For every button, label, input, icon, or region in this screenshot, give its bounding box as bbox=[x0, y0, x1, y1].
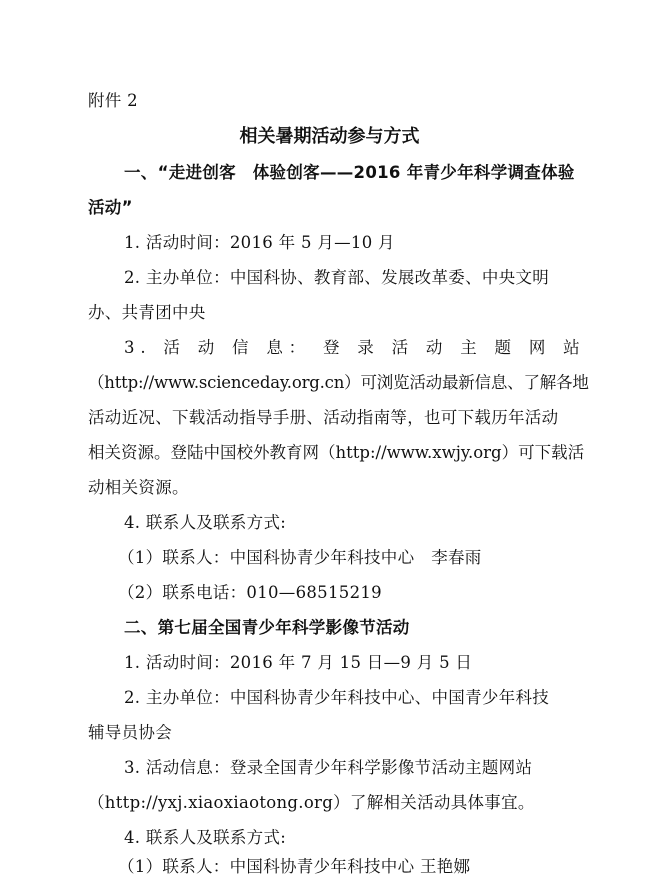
section1-heading-line1: 一、“走进创客 体验创客——2016 年青少年科学调查体验 bbox=[124, 163, 575, 182]
section2-item4: 4. 联系人及联系方式: bbox=[124, 828, 287, 847]
section1-contact-phone: （2）联系电话：010—68515219 bbox=[118, 583, 382, 602]
section1-contact-person: （1）联系人：中国科协青少年科技中心 李春雨 bbox=[118, 548, 482, 567]
item3-part: 录 bbox=[357, 338, 375, 357]
section1-item3-line5: 动相关资源。 bbox=[88, 478, 189, 497]
item3-part: 题 bbox=[494, 338, 512, 357]
section1-item3-line4: 相关资源。登陆中国校外教育网（http://www.xwjy.org）可下载活 bbox=[88, 443, 585, 462]
item3-part: 活 bbox=[163, 338, 181, 357]
section1-item1: 1. 活动时间：2016 年 5 月—10 月 bbox=[124, 233, 395, 252]
item3-part: 动 bbox=[425, 338, 443, 357]
section1-item3-line1 bbox=[124, 336, 580, 360]
section1-heading-line2: 活动” bbox=[88, 198, 133, 217]
section2-heading: 二、第七届全国青少年科学影像节活动 bbox=[124, 618, 410, 637]
section2-contact-person: （1）联系人：中国科协青少年科技中心 王艳娜 bbox=[118, 857, 471, 876]
item3-part: 主 bbox=[460, 338, 478, 357]
section1-item2-line2: 办、共青团中央 bbox=[88, 303, 206, 322]
section1-item2-line1: 2. 主办单位：中国科协、教育部、发展改革委、中央文明 bbox=[124, 268, 550, 287]
section1-item3-line3: 活动近况、下载活动指导手册、活动指南等，也可下载历年活动 bbox=[88, 408, 559, 427]
item3-part: 信 bbox=[232, 338, 249, 357]
item3-part: 登 bbox=[322, 338, 340, 357]
section1-item3-line2: （http://www.scienceday.org.cn）可浏览活动最新信息、了解各地 bbox=[88, 373, 589, 392]
item3-part: 3 . bbox=[124, 338, 146, 357]
item3-part: 网 bbox=[528, 338, 546, 357]
attachment-label: 附件 2 bbox=[88, 91, 138, 110]
section2-item2-line1: 2. 主办单位：中国科协青少年科技中心、中国青少年科技 bbox=[124, 688, 550, 707]
item3-part: 站 bbox=[563, 338, 580, 357]
document-title: 相关暑期活动参与方式 bbox=[239, 126, 420, 147]
item3-part: 息 ： bbox=[266, 338, 306, 357]
item3-part: 动 bbox=[197, 338, 215, 357]
section2-item1: 1. 活动时间：2016 年 7 月 15 日—9 月 5 日 bbox=[124, 653, 473, 672]
section1-item4: 4. 联系人及联系方式: bbox=[124, 513, 287, 532]
section2-item3-line1: 3. 活动信息：登录全国青少年科学影像节活动主题网站 bbox=[124, 758, 533, 777]
section2-item3-line2: （http://yxj.xiaoxiaotong.org）了解相关活动具体事宜。 bbox=[88, 793, 535, 812]
item3-part: 活 bbox=[391, 338, 409, 357]
section2-item2-line2: 辅导员协会 bbox=[88, 723, 172, 742]
